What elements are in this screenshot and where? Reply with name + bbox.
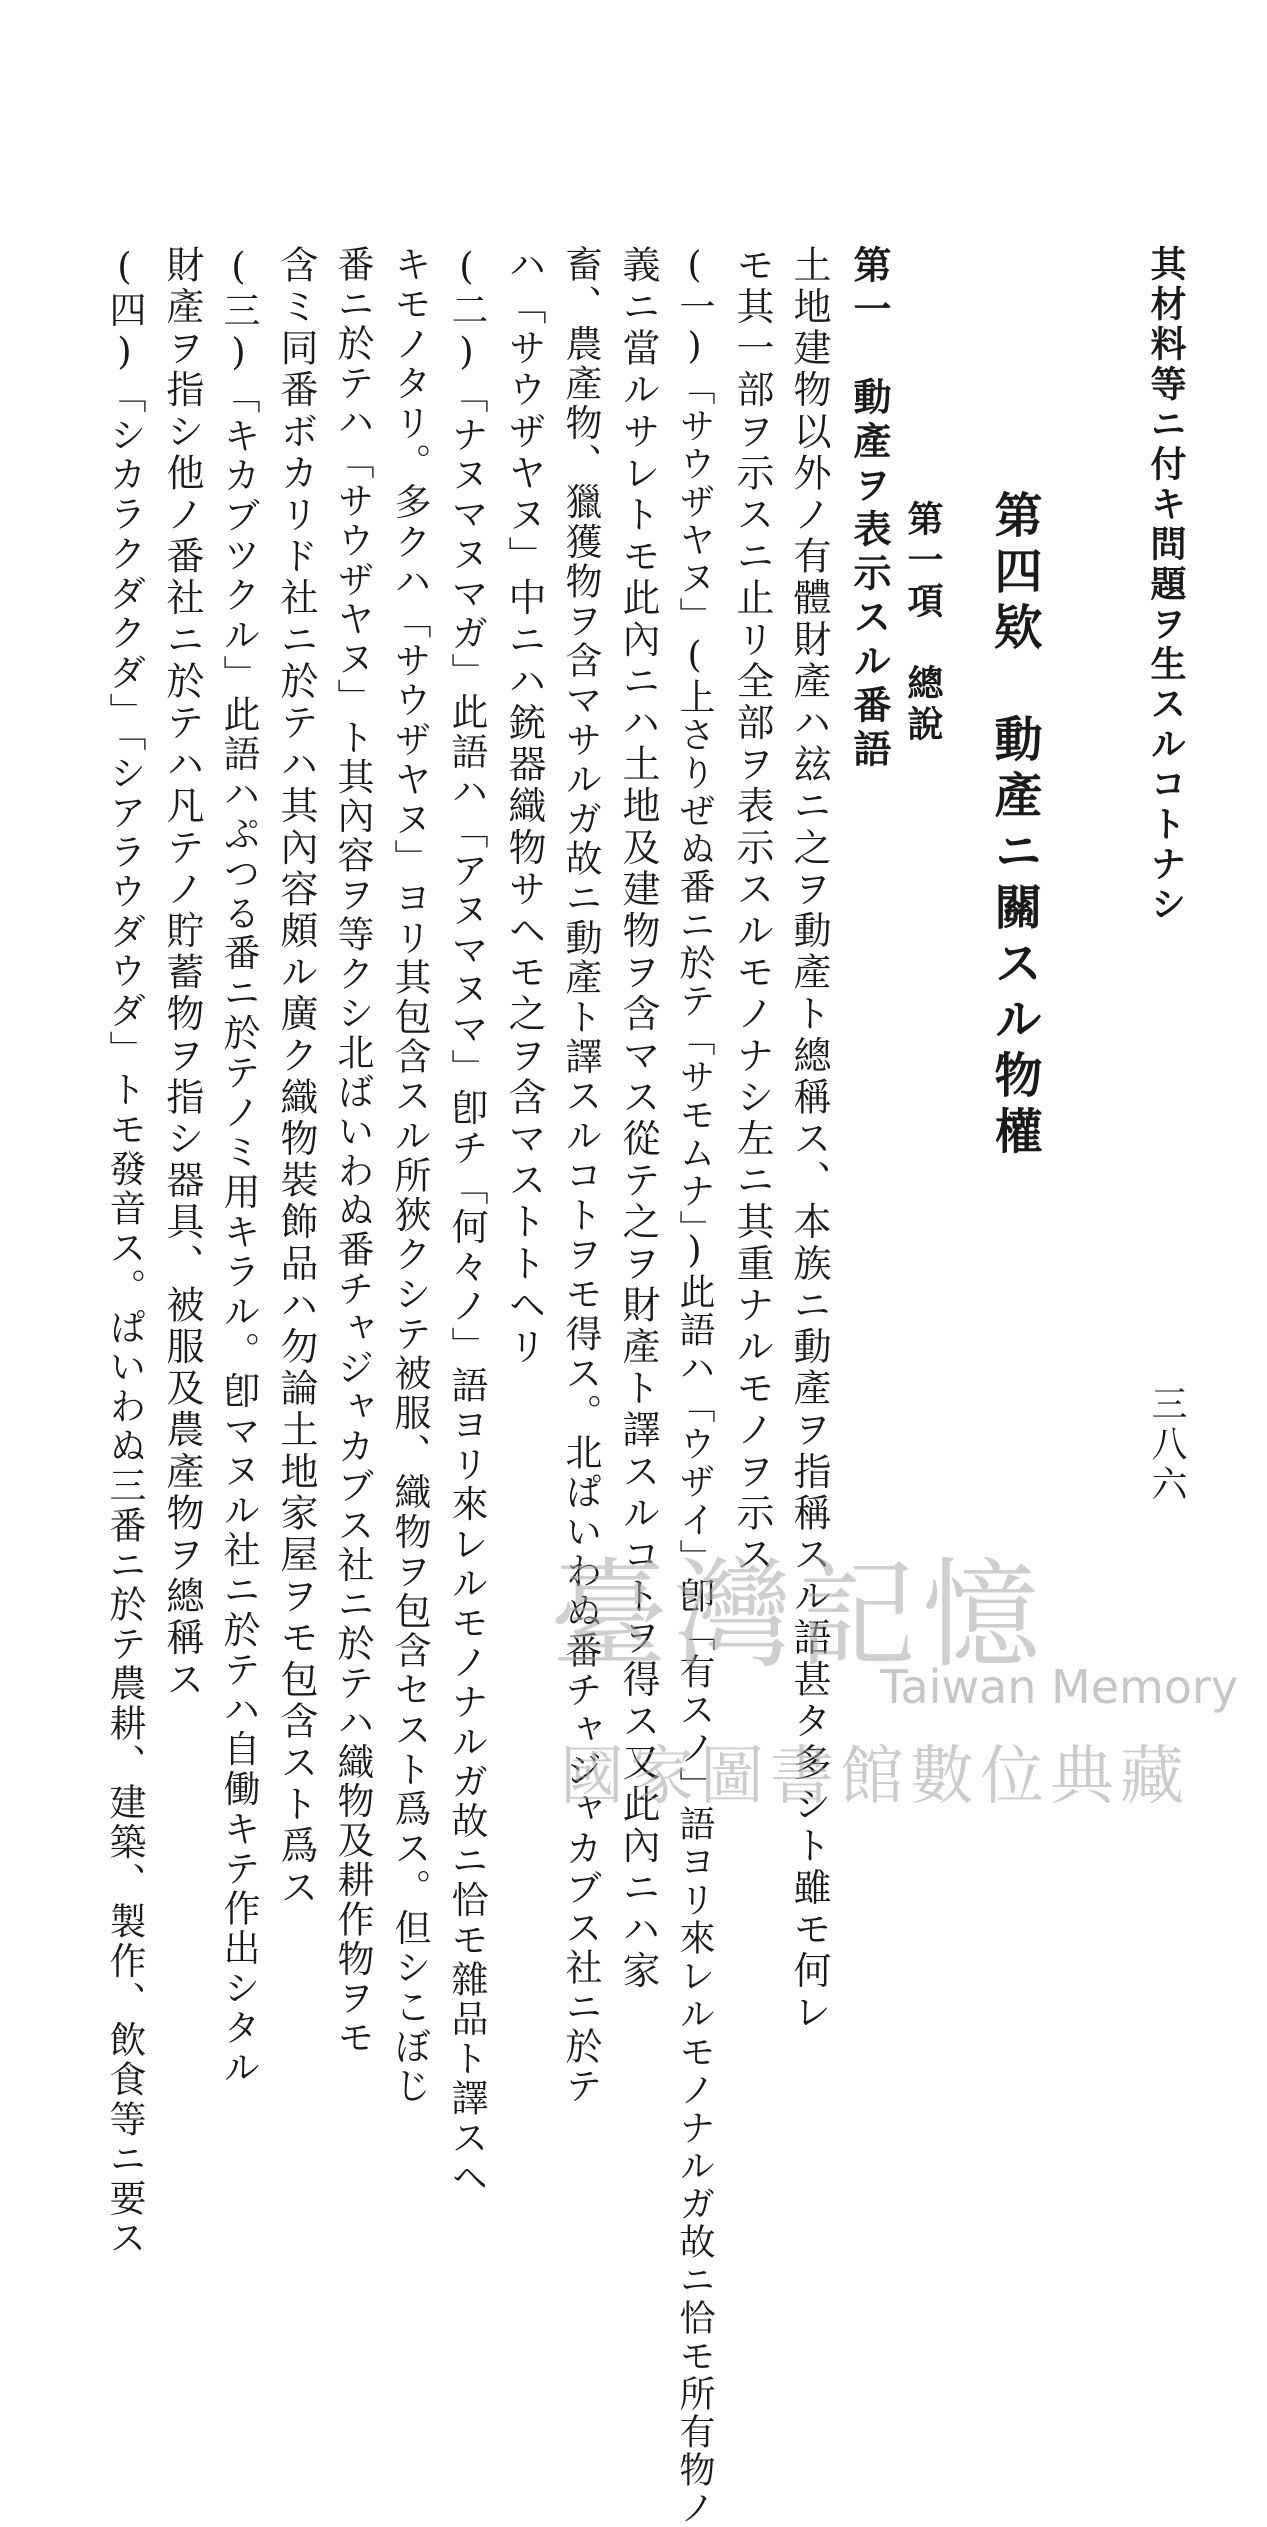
section-heading: 第一項 總說	[902, 500, 944, 746]
chapter-heading: 第四欵 動產ニ關スル物權	[986, 490, 1042, 1162]
body-column: 含ミ同番ボカリド社ニ於テハ其內容頗ル廣ク織物裝飾品ハ勿論土地家屋ヲモ包含スト爲ス	[274, 245, 318, 1909]
body-column: 義ニ當ルサレトモ此內ニハ土地及建物ヲ含マス從テ之ヲ財產ト譯スルコトヲ得ス又此內ニハ家	[616, 245, 660, 1993]
body-column: 番ニ於テハ「サウザヤヌ」ト其內容ヲ等クシ北ばいわぬ番チャジャカブス社ニ於テハ織物及耕作物ヲモ	[331, 245, 374, 2058]
body-column: ハ「サウザヤヌ」中ニハ銃器織物サヘモ之ヲ含マストトヘリ	[502, 245, 546, 1369]
body-column: (一)「サウザヤヌ」(上さりぜぬ番ニ於テ「サモムナ」)此語ハ「ウザイ」卽「有スノ」語ヨリ來レルモノナルガ故ニ恰モ所有物ノ	[674, 245, 715, 2527]
watermark-english: Taiwan Memory	[880, 1660, 1239, 1714]
body-column: 畜、農產物、獵獲物ヲ含マサルガ故ニ動產ト譯スルコトヲモ得ス。北ぱいわぬ番チャジャカブス社ニ於テ	[559, 245, 602, 2107]
body-column: (四)「シカラクダクダ」「シアラウダウダ」トモ發音ス。ぱいわぬ三番ニ於テ農耕、建築、製作、飲食等ニ要ス	[103, 245, 146, 2259]
body-column: (三)「キカブツクル」此語ハぷつる番ニ於テノミ用キラル。卽マヌル社ニ於テハ自働キテ作出シタル	[217, 245, 260, 2088]
body-column: 土地建物以外ノ有體財產ハ玆ニ之ヲ動產ト總稱ス、本族ニ動產ヲ指稱スル語甚タ多シト雖モ何レ	[787, 245, 831, 2034]
running-header: 其材料等ニ付キ問題ヲ生スルコトナシ	[1145, 245, 1187, 925]
page-number: 三八六	[1146, 1385, 1187, 1505]
body-column: 財產ヲ指シ他ノ番社ニ於テハ凡テノ貯蓄物ヲ指シ器具、被服及農產物ヲ總稱ス	[160, 245, 204, 1701]
watermark-subtitle: 國家圖書館數位典藏	[560, 1740, 1190, 1814]
body-column: (二)「ナヌマヌマガ」此語ハ「アヌマヌマ」卽チ「何々ノ」語ヨリ來レルモノナルガ故ニ恰モ雜品ト譯スヘ	[445, 245, 488, 2198]
body-column: キモノタリ。多クハ「サウザヤヌ」ヨリ其包含スル所狹クシテ被服、織物ヲ包含セスト爲ス。但シこぼじ	[388, 245, 431, 2107]
item-heading: 第一 動產ヲ表示スル番語	[847, 245, 892, 773]
body-column: モ其一部ヲ示スニ止リ全部ヲ表示スルモノナシ左ニ其重ナルモノヲ示ス	[730, 245, 774, 1577]
watermark	[540, 1520, 1239, 1850]
watermark-logo: 臺灣記憶	[550, 1546, 1047, 1684]
